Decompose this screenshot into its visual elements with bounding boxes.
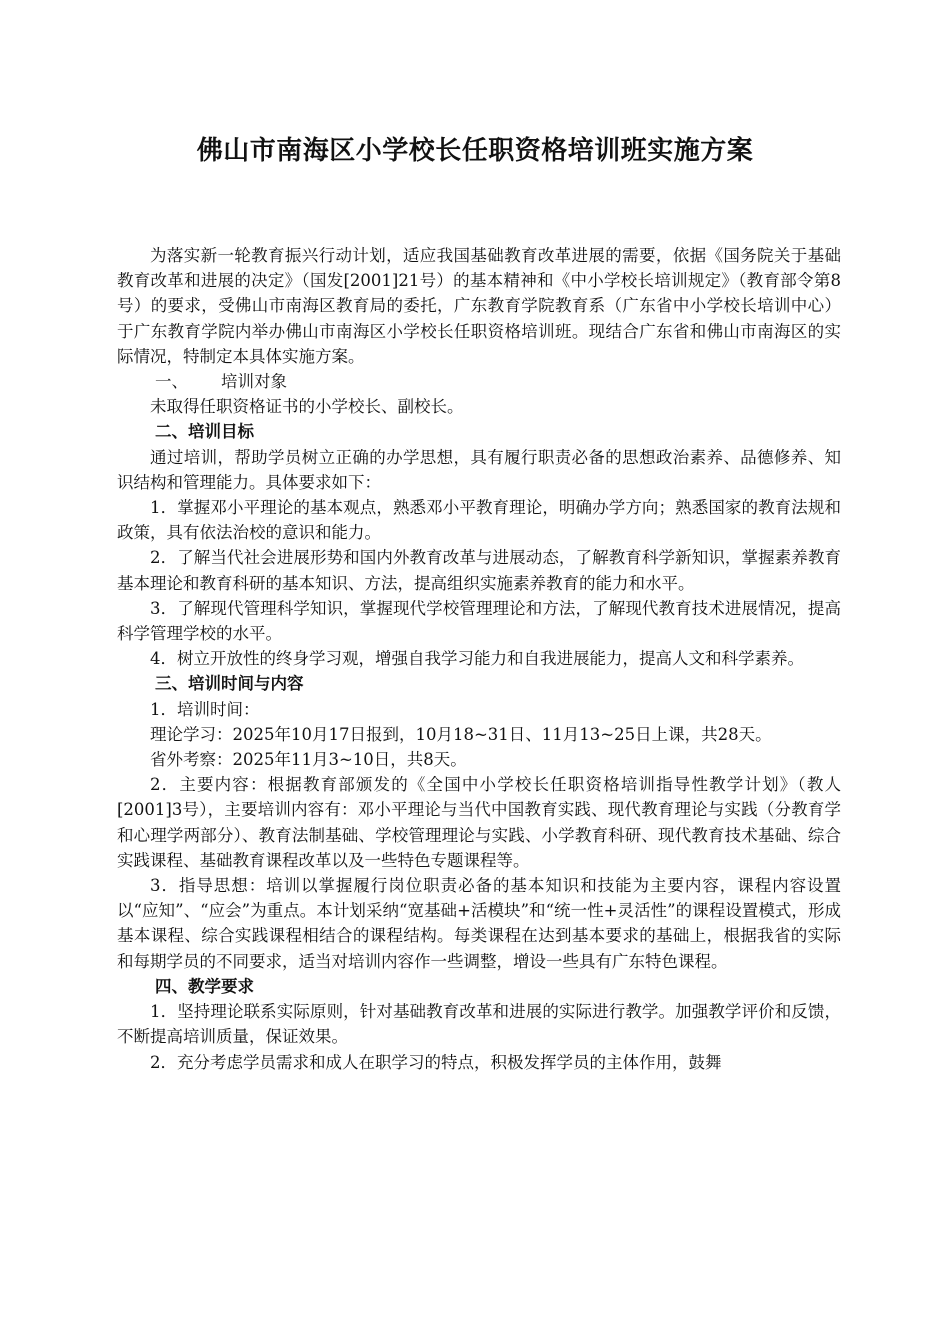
main-content-text: 2．主要内容：根据教育部颁发的《全国中小学校长任职资格培训指导性教学计划》（教人[2001]3号），主要培训内容有：邓小平理论与当代中国教育实践、现代教育理论与实践（分教育学和心理学两部分）、教育法制基础、学校管理理论与实践、小学教育科研、现代教育技术基础、综合实践课程、基础教育课程改革以及一些特色专题课程等。 (117, 775, 841, 870)
section2-text: 通过培训，帮助学员树立正确的办学思想，具有履行职责必备的思想政治素养、品德修养、知识结构和管理能力。具体要求如下： (117, 447, 841, 492)
field-trip-text: 省外考察：2025年11月3~10日，共8天。 (150, 750, 467, 770)
intro-paragraph: 为落实新一轮教育振兴行动计划，适应我国基础教育改革进展的需要，依据《国务院关于基础教育改革和进展的决定》（国发[2001]21号）的基本精神和《中小学校长培训规定》（教育部令第8号）的要求，受佛山市南海区教育局的委托，广东教育学院教育系（广东省中小学校长培训中心）于广东教育学院内举办佛山市南海区小学校长任职资格培训班。现结合广东省和佛山市南海区的实际情况，特制定本具体实施方案。 (117, 246, 841, 366)
section-heading-training-target (117, 369, 841, 394)
section-heading-teaching-requirements: 四、教学要求 (155, 976, 254, 996)
section1-text: 未取得任职资格证书的小学校长、副校长。 (150, 397, 464, 417)
requirement-item-1: 1．坚持理论联系实际原则，针对基础教育改革和进展的实际进行教学。加强教学评价和反馈，不断提高培训质量，保证效果。 (117, 1002, 841, 1047)
section-heading-time-content: 三、培训时间与内容 (155, 674, 304, 694)
section-number: 一、 (155, 372, 188, 392)
goal-item-1: 1．掌握邓小平理论的基本观点，熟悉邓小平教育理论，明确办学方向；熟悉国家的教育法规和政策，具有依法治校的意识和能力。 (117, 498, 841, 543)
goal-item-2: 2．了解当代社会进展形势和国内外教育改革与进展动态，了解教育科学新知识，掌握素养教育基本理论和教育科研的基本知识、方法，提高组织实施素养教育的能力和水平。 (117, 548, 841, 593)
theory-study-text: 理论学习：2025年10月17日报到，10月18~31日、11月13~25日上课，共28天。 (150, 724, 772, 744)
guiding-idea-text: 3．指导思想：培训以掌握履行岗位职责必备的基本知识和技能为主要内容，课程内容设置以“应知”、“应会”为重点。本计划采纳“宽基础+活模块”和“统一性+灵活性”的课程设置模式，形成基本课程、综合实践课程相结合的课程结构。每类课程在达到基本要求的基础上，根据我省的实际和每期学员的不同要求，适当对培训内容作一些调整，增设一些具有广东特色课程。 (117, 876, 841, 971)
goal-item-3: 3．了解现代管理科学知识，掌握现代学校管理理论和方法，了解现代教育技术进展情况，提高科学管理学校的水平。 (117, 598, 841, 644)
goal-item-4: 4．树立开放性的终身学习观，增强自我学习能力和自我进展能力，提高人文和科学素养。 (150, 649, 804, 669)
section-title: 培训对象 (221, 372, 287, 392)
document-title: 佛山市南海区小学校长任职资格培训班实施方案 (196, 136, 754, 166)
requirement-item-2: 2．充分考虑学员需求和成人在职学习的特点，积极发挥学员的主体作用，鼓舞 (150, 1052, 722, 1072)
document-body (117, 243, 841, 1075)
training-time-label: 1．培训时间： (150, 699, 260, 719)
section-heading-training-goals: 二、培训目标 (155, 422, 254, 442)
